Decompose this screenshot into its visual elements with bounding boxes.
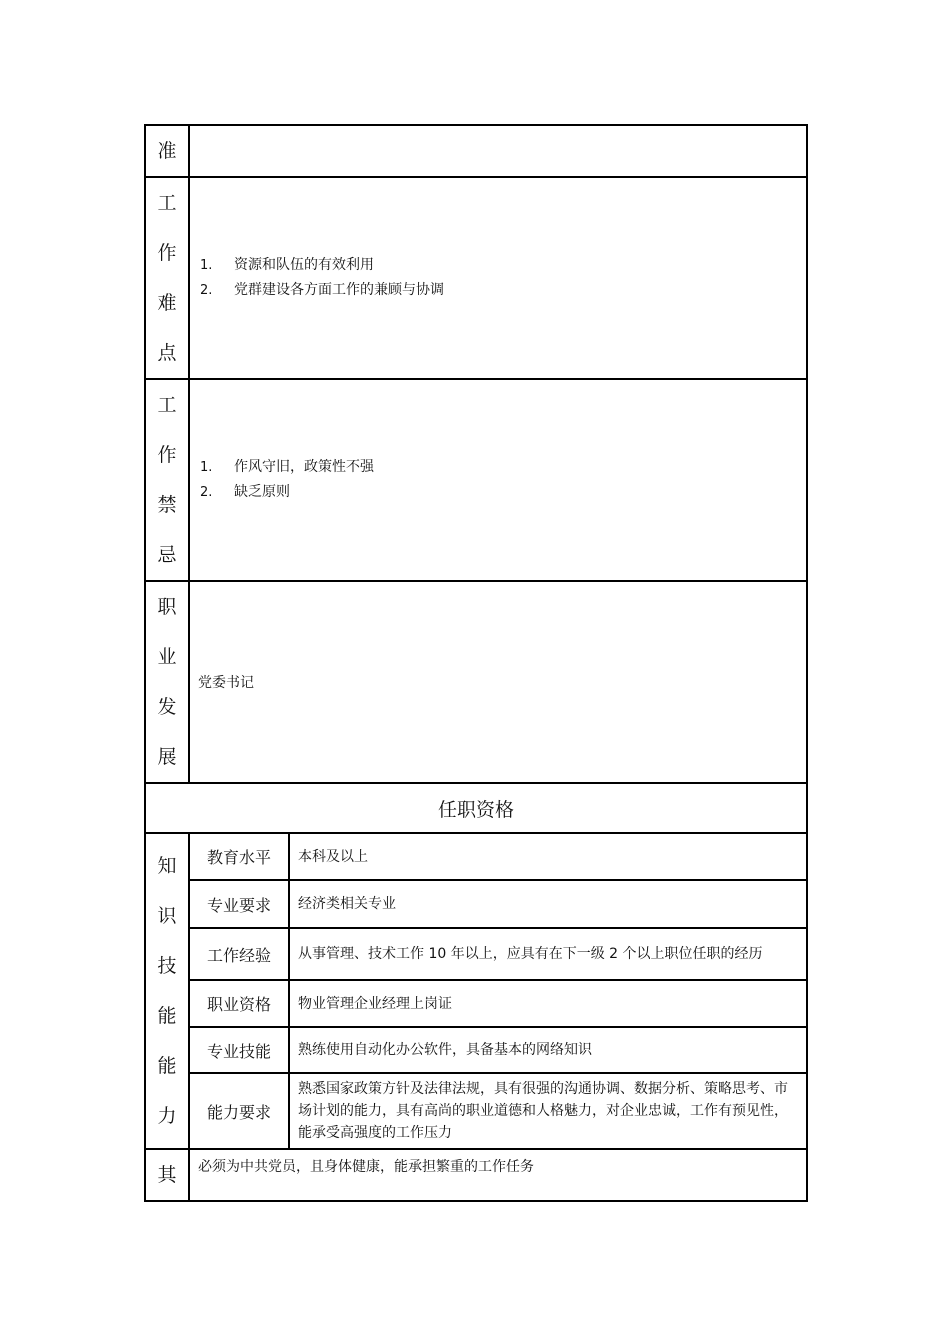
skills-value: 熟练使用自动化办公软件，具备基本的网络知识 [289,1027,807,1073]
taboos-row [145,379,807,581]
list-item: 2. 党群建设各方面工作的兼顾与协调 [200,282,444,298]
difficulties-label: 工 作 难 点 [145,177,189,379]
major-value: 经济类相关专业 [289,880,807,928]
job-description-table [144,124,808,1202]
skills-group-label: 知 识 技 能 能 力 [145,833,189,1149]
taboos-list [198,455,806,505]
qualification-row [145,1027,807,1073]
qualification-row [145,1073,807,1149]
other-row [145,1149,807,1201]
career-label: 职 业 发 展 [145,581,189,783]
experience-label: 工作经验 [189,928,289,980]
skills-label: 专业技能 [189,1027,289,1073]
qualification-row [145,833,807,880]
other-content: 必须为中共党员，且身体健康，能承担繁重的工作任务 [189,1149,807,1201]
ability-value: 熟悉国家政策方针及法律法规，具有很强的沟通协调、数据分析、策略思考、市场计划的能力，具有高尚的职业道德和人格魅力，对企业忠诚，工作有预见性，能承受高强度的工作压力 [289,1073,807,1149]
standard-label: 准 [145,125,189,177]
section-title: 任职资格 [145,783,807,833]
certificate-value: 物业管理企业经理上岗证 [289,980,807,1027]
taboos-content [189,379,807,581]
career-row [145,581,807,783]
list-item: 1. 资源和队伍的有效利用 [200,257,374,273]
difficulties-list [198,253,806,303]
difficulties-row [145,177,807,379]
qualification-title-row [145,783,807,833]
career-content: 党委书记 [189,581,807,783]
other-label: 其 [145,1149,189,1201]
qualification-row [145,880,807,928]
education-label: 教育水平 [189,833,289,880]
ability-label: 能力要求 [189,1073,289,1149]
taboos-label: 工 作 禁 忌 [145,379,189,581]
major-label: 专业要求 [189,880,289,928]
standard-row [145,125,807,177]
standard-content [189,125,807,177]
qualification-row [145,980,807,1027]
experience-value: 从事管理、技术工作 10 年以上，应具有在下一级 2 个以上职位任职的经历 [289,928,807,980]
list-item: 1. 作风守旧，政策性不强 [200,459,374,475]
difficulties-content [189,177,807,379]
education-value: 本科及以上 [289,833,807,880]
certificate-label: 职业资格 [189,980,289,1027]
list-item: 2. 缺乏原则 [200,484,290,500]
qualification-row [145,928,807,980]
